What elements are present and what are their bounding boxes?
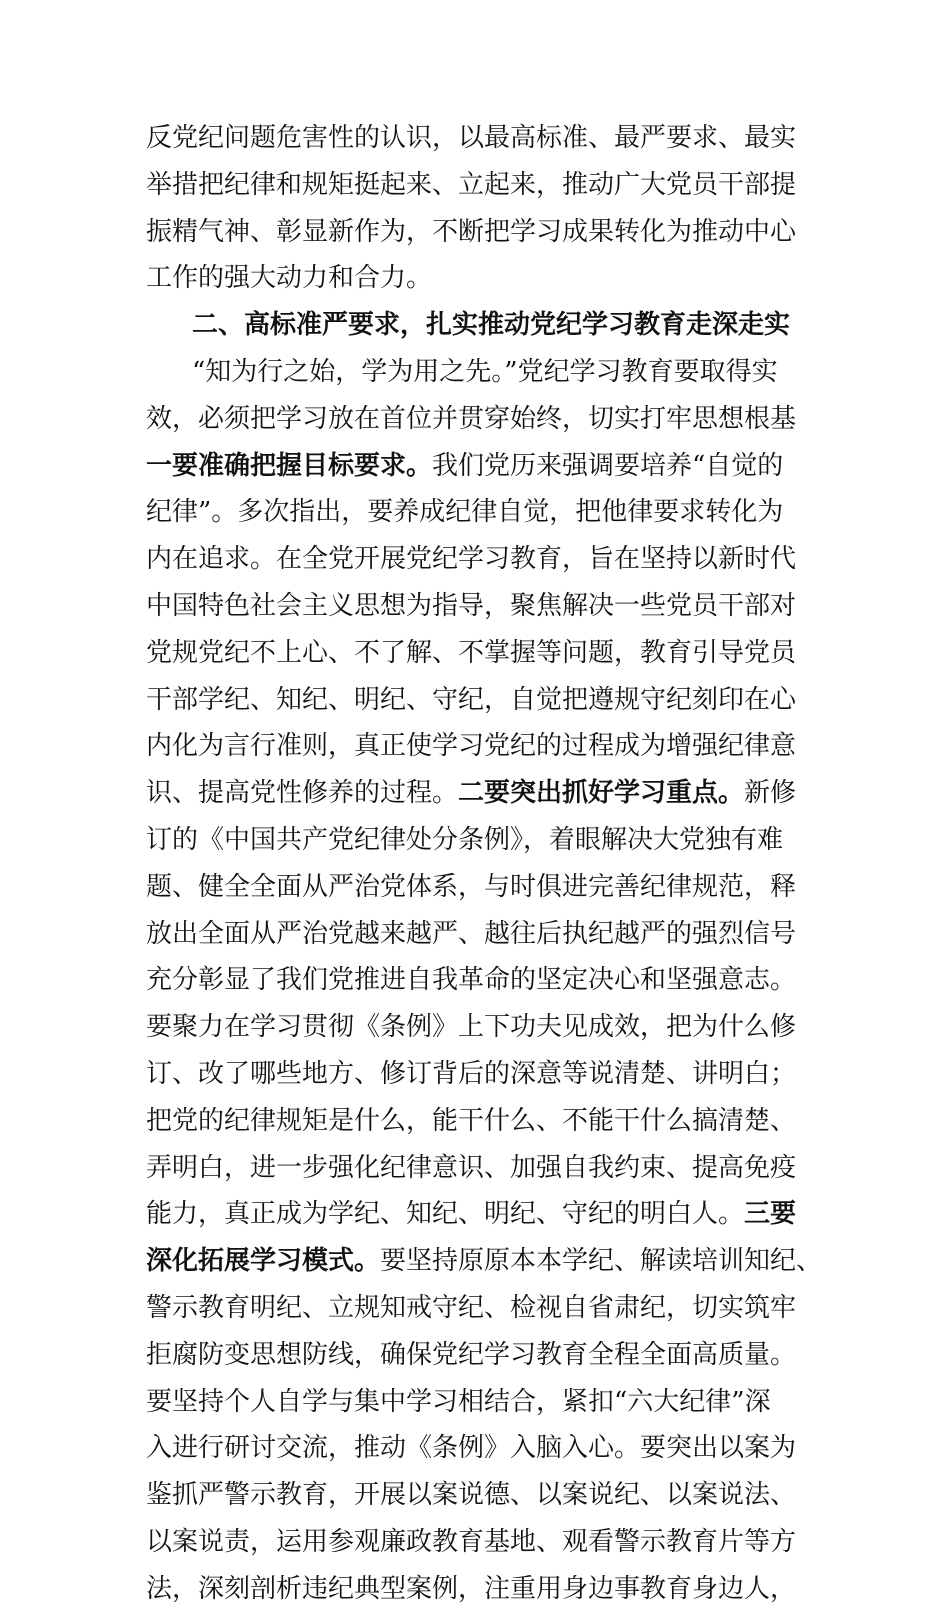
bold-phrase: 一要准确把握目标要求。 (146, 450, 433, 481)
text-line (146, 1472, 846, 1519)
text-run: 我们党历来强调要培养“自觉的 (432, 450, 784, 481)
text-run: 法，深刻剖析违纪典型案例，注重用身边事教育身边人， (146, 1573, 797, 1604)
text-line (146, 723, 846, 770)
text-line (146, 817, 846, 864)
text-line (146, 864, 846, 911)
text-run: 弄明白，进一步强化纪律意识、加强自我约束、提高免疫 (146, 1152, 797, 1183)
text-line (146, 489, 846, 536)
text-run: 鉴抓严警示教育，开展以案说德、以案说纪、以案说法、 (146, 1480, 797, 1511)
text-line (146, 770, 846, 817)
text-line (146, 1285, 846, 1332)
text-run: 警示教育明纪、立规知戒守纪、检视自省肃纪，切实筑牢 (146, 1292, 797, 1323)
text-run: 放出全面从严治党越来越严、越往后执纪越严的强烈信号 (146, 918, 797, 949)
text-line (146, 396, 846, 443)
text-line (146, 1519, 846, 1566)
text-line (146, 1332, 846, 1379)
text-run: 能力，真正成为学纪、知纪、明纪、守纪的明白人。 (146, 1199, 745, 1230)
section-heading (146, 302, 846, 349)
text-run: 以案说责，运用参观廉政教育基地、观看警示教育片等方 (146, 1526, 797, 1557)
text-line (146, 1145, 846, 1192)
text-run: “知为行之始，学为用之先。”党纪学习教育要取得实 (192, 356, 778, 387)
text-line (146, 1379, 846, 1426)
text-run: 效，必须把学习放在首位并贯穿始终，切实打牢思想根基 (146, 403, 797, 434)
text-run: 题、健全全面从严治党体系，与时俱进完善纪律规范，释 (146, 871, 797, 902)
text-line (146, 536, 846, 583)
text-run: 党规党纪不上心、不了解、不掌握等问题，教育引导党员 (146, 637, 797, 668)
text-run: 工作的强大动力和合力。 (146, 263, 433, 294)
text-line (146, 162, 846, 209)
text-run: 要坚持原原本本学纪、解读培训知纪、 (380, 1246, 823, 1277)
text-line (146, 443, 846, 490)
text-line (146, 677, 846, 724)
text-line (146, 255, 846, 302)
text-run: 拒腐防变思想防线，确保党纪学习教育全程全面高质量。 (146, 1339, 797, 1370)
text-line (146, 1004, 846, 1051)
text-run: 内化为言行准则，真正使学习党纪的过程成为增强纪律意 (146, 731, 797, 762)
text-line (146, 630, 846, 677)
bold-phrase: 二、高标准严要求，扎实推动党纪学习教育走深走实 (192, 310, 791, 341)
text-run: 识、提高党性修养的过程。 (146, 778, 459, 809)
text-line (146, 957, 846, 1004)
text-run: 订的《中国共产党纪律处分条例》，着眼解决大党独有难 (146, 824, 784, 855)
text-line (146, 115, 846, 162)
text-run: 要坚持个人自学与集中学习相结合，紧扣“六大纪律”深 (146, 1386, 771, 1417)
text-line (146, 1566, 846, 1613)
text-run: 纪律”。多次指出，要养成纪律自觉，把他律要求转化为 (146, 497, 784, 528)
text-run: 振精气神、彰显新作为，不断把学习成果转化为推动中心 (146, 216, 797, 247)
text-run: 内在追求。在全党开展党纪学习教育，旨在坚持以新时代 (146, 544, 797, 575)
text-run: 充分彰显了我们党推进自我革命的坚定决心和坚强意志。 (146, 965, 797, 996)
text-line (146, 209, 846, 256)
text-run: 新修 (744, 778, 797, 809)
bold-phrase: 深化拓展学习模式。 (146, 1246, 381, 1277)
text-run: 把党的纪律规矩是什么，能干什么、不能干什么搞清楚、 (146, 1105, 797, 1136)
text-run: 反党纪问题危害性的认识，以最高标准、最严要求、最实 (146, 123, 797, 153)
text-run: 举措把纪律和规矩挺起来、立起来，推动广大党员干部提 (146, 169, 797, 200)
document-body (146, 115, 846, 1613)
text-line (146, 1191, 846, 1238)
text-line (146, 911, 846, 958)
text-line (146, 583, 846, 630)
text-line (146, 1238, 846, 1285)
text-run: 中国特色社会主义思想为指导，聚焦解决一些党员干部对 (146, 590, 797, 621)
text-run: 入进行研讨交流，推动《条例》入脑入心。要突出以案为 (146, 1433, 797, 1464)
text-line (146, 1051, 846, 1098)
bold-phrase: 三要 (744, 1199, 797, 1230)
text-run: 订、改了哪些地方、修订背后的深意等说清楚、讲明白； (146, 1058, 797, 1089)
text-line (146, 1098, 846, 1145)
text-run: 干部学纪、知纪、明纪、守纪，自觉把遵规守纪刻印在心 (146, 684, 797, 715)
text-line (146, 1425, 846, 1472)
bold-phrase: 二要突出抓好学习重点。 (458, 778, 745, 809)
text-line (146, 349, 846, 396)
text-run: 要聚力在学习贯彻《条例》上下功夫见成效，把为什么修 (146, 1012, 797, 1043)
